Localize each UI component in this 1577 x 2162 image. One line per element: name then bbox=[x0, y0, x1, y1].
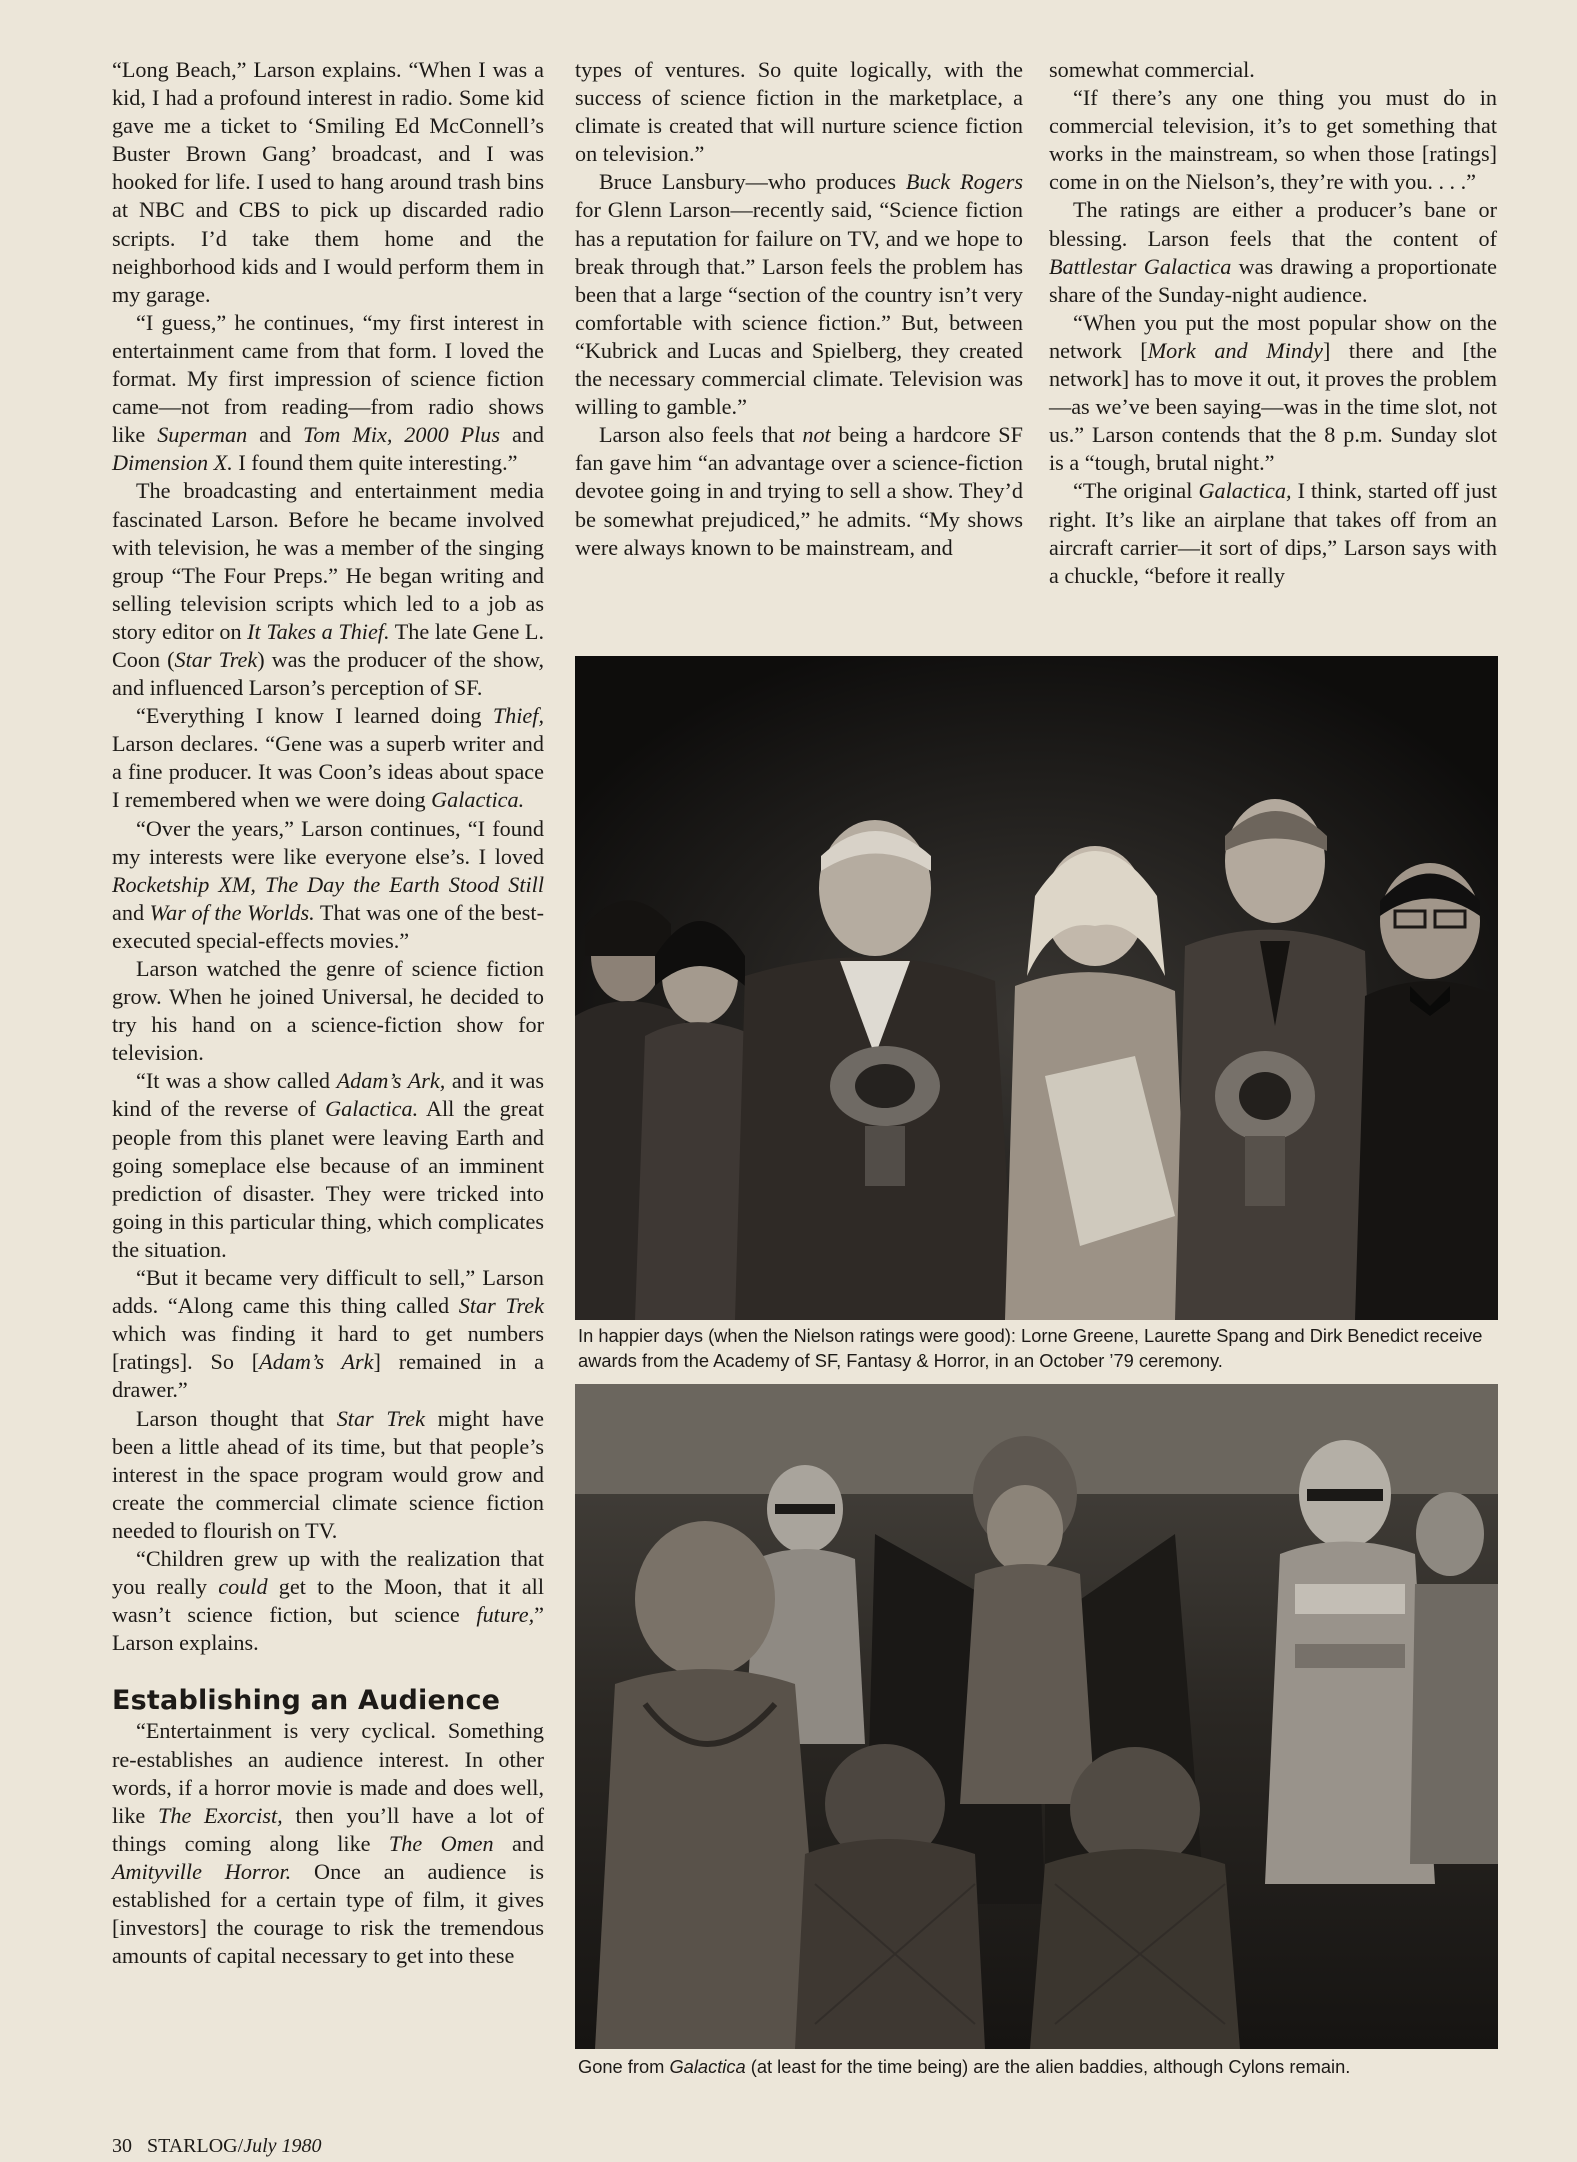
text-run: That was one of the best-executed special-effects movies.” bbox=[112, 899, 544, 953]
text-run: was drawing a proportionate share of the Sunday-night audience. bbox=[1049, 253, 1497, 307]
text-run: “If there’s any one thing you must do in commercial television, it’s to get something that works in the mainstream, so when those [ratings] come in on the Nielson’s, they’re with you. . . .” bbox=[1049, 85, 1497, 195]
text-run: Bruce Lansbury—who produces bbox=[599, 169, 906, 195]
italic-run: The Omen bbox=[388, 1830, 494, 1856]
photo-caption-1: In happier days (when the Nielson ratings were good): Lorne Greene, Laurette Spang and Dirk Benedict receive awards from the Academy of SF, Fantasy & Horror, in an October ’79 ceremony. bbox=[578, 1325, 1483, 1371]
italic-run: Galactica. bbox=[431, 787, 525, 813]
italic-run: Adam’s Ark bbox=[259, 1349, 374, 1375]
text-run: and bbox=[247, 422, 304, 448]
issue-date: July 1980 bbox=[243, 2135, 322, 2157]
paragraph bbox=[1049, 56, 1497, 84]
text-run: “But it became very difficult to sell,” Larson adds. “Along came this thing called bbox=[112, 1265, 544, 1319]
alien-villains-photo bbox=[575, 1384, 1498, 2049]
text-run: The ratings are either a producer’s bane or blessing. Larson feels that the content of bbox=[1049, 197, 1497, 251]
italic-run: It Takes a Thief. bbox=[247, 618, 390, 644]
paragraph bbox=[112, 477, 544, 702]
paragraph bbox=[575, 421, 1023, 561]
italic-run: Rocketship XM, The Day the Earth Stood Still bbox=[112, 871, 544, 897]
paragraph bbox=[112, 815, 544, 955]
paragraph bbox=[575, 168, 1023, 421]
alien-villains-illustration bbox=[575, 1384, 1498, 2049]
text-run: Larson watched the genre of science fiction grow. When he joined Universal, he decided to try his hand on a science-fiction show for television. bbox=[112, 956, 544, 1066]
paragraph bbox=[575, 56, 1023, 168]
text-run: “Entertainment is very cyclical. Something re-establishes an audience interest. In other words, if a horror movie is made and does well, like bbox=[112, 1718, 544, 1828]
paragraph bbox=[1049, 84, 1497, 196]
italic-run: Dimension X. bbox=[112, 450, 233, 476]
awards-ceremony-illustration bbox=[575, 656, 1498, 1320]
text-run: ] remained in a drawer.” bbox=[112, 1349, 544, 1403]
text-run: and it was kind of the reverse of bbox=[112, 1068, 544, 1122]
awards-ceremony-photo bbox=[575, 656, 1498, 1320]
text-run: and bbox=[493, 1830, 544, 1856]
italic-run: Superman bbox=[157, 422, 248, 448]
text-run: Larson declares. “Gene was a superb writer and a fine producer. It was Coon’s ideas about space I remembered when we were doing bbox=[112, 731, 544, 813]
article-column-1 bbox=[112, 56, 544, 1970]
text-run: I found them quite interesting.” bbox=[232, 450, 518, 476]
text-run: “The original bbox=[1073, 478, 1199, 504]
text-run: All the great people from this planet were leaving Earth and going someplace else because of an imminent prediction of disaster. They were tricked into going in this particular thing, which complicates the situation. bbox=[112, 1096, 544, 1262]
text-run: types of ventures. So quite logically, with the success of science fiction in the marketplace, a climate is created that will nurture science fiction on television.” bbox=[575, 57, 1023, 167]
italic-run: Battlestar Galactica bbox=[1049, 253, 1232, 279]
paragraph bbox=[112, 702, 544, 814]
paragraph bbox=[1049, 309, 1497, 478]
text-run: might have been a little ahead of its time, but that people’s interest in the space program would grow and create the commercial climate science fiction needed to flourish on TV. bbox=[112, 1405, 544, 1543]
text-run: “It was a show called bbox=[136, 1068, 337, 1094]
caption-2-end: (at least for the time being) are the alien baddies, although Cylons remain. bbox=[745, 2056, 1351, 2077]
italic-run: The Exorcist, bbox=[158, 1802, 283, 1828]
text-run: ” Larson explains. bbox=[112, 1602, 544, 1656]
text-run: “Long Beach,” Larson explains. “When I was a kid, I had a profound interest in radio. Some kid gave me a ticket to ‘Smiling Ed McConnell’s Buster Brown Gang’ broadcast, and I was hooked for life. I used to hang around trash bins at NBC and CBS to pick up discarded radio scripts. I’d take them home and the neighborhood kids and I would perform them in my garage. bbox=[112, 57, 544, 307]
text-run: somewhat commercial. bbox=[1049, 57, 1255, 82]
paragraph bbox=[112, 56, 544, 309]
section-heading bbox=[112, 1687, 544, 1715]
photo-caption-2 bbox=[578, 2054, 1503, 2079]
paragraph bbox=[1049, 477, 1497, 589]
italic-run: could bbox=[218, 1574, 268, 1600]
italic-run: Galactica, bbox=[1198, 478, 1292, 504]
text-run: and bbox=[112, 899, 150, 925]
text-run: which was finding it hard to get numbers [ratings]. So [ bbox=[112, 1321, 544, 1375]
italic-run: Tom Mix, 2000 Plus bbox=[303, 422, 501, 448]
article-column-2 bbox=[575, 56, 1023, 562]
article-column-3 bbox=[1049, 56, 1497, 590]
italic-run: Adam’s Ark, bbox=[336, 1068, 446, 1094]
page-number: 30 bbox=[112, 2135, 132, 2157]
text-run: The broadcasting and entertainment media fascinated Larson. Before he became involved with television, he was a member of the singing group “The Four Preps.” He began writing and selling television scripts which led to a job as story editor on bbox=[112, 478, 544, 644]
text-run: I think, started off just right. It’s like an airplane that takes off from an aircraft carrier—it sort of dips,” Larson says with a chuckle, “before it really bbox=[1049, 478, 1497, 588]
text-run: get to the Moon, that it all wasn’t science fiction, but science bbox=[112, 1574, 544, 1628]
text-run: Establishing an Audience bbox=[112, 1685, 501, 1717]
italic-run: Buck Rogers bbox=[905, 169, 1023, 195]
paragraph bbox=[112, 309, 544, 478]
italic-run: Galactica. bbox=[325, 1096, 419, 1122]
paragraph bbox=[112, 1545, 544, 1657]
caption-2-start: Gone from bbox=[578, 2056, 670, 2077]
italic-run: Star Trek bbox=[336, 1405, 425, 1431]
italic-run: Mork and Mindy bbox=[1147, 337, 1323, 363]
italic-run: not bbox=[802, 422, 831, 448]
italic-run: Star Trek bbox=[458, 1293, 545, 1319]
paragraph bbox=[112, 955, 544, 1067]
text-run: Once an audience is established for a certain type of film, it gives [investors] the courage to risk the tremendous amounts of capital necessary to get into these bbox=[112, 1858, 545, 1969]
italic-run: Thief, bbox=[492, 703, 544, 729]
italic-run: Amityville Horror. bbox=[112, 1858, 292, 1884]
page-folio bbox=[112, 2135, 322, 2158]
text-run: “When you put the most popular show on the network [ bbox=[1049, 309, 1497, 363]
text-run: “I guess,” he continues, “my first interest in entertainment came from that form. I loved the format. My first impression of science fiction came—not from reading—from radio shows like bbox=[112, 309, 544, 448]
italic-run: Star Trek bbox=[174, 646, 258, 672]
italic-run: War of the Worlds. bbox=[149, 899, 315, 925]
italic-run: future, bbox=[476, 1602, 535, 1628]
text-run: being a hardcore SF fan gave him “an advantage over a science-fiction devotee going in and trying to sell a show. They’d be somewhat prejudiced,” he admits. “My shows were always known to be mainstream, and bbox=[575, 422, 1023, 560]
text-run: “Everything I know I learned doing bbox=[136, 703, 493, 729]
text-run: and bbox=[500, 422, 544, 448]
paragraph bbox=[112, 1717, 544, 1970]
caption-2-title: Galactica bbox=[669, 2056, 746, 2077]
text-run: ] there and [the network] has to move it out, it proves the problem—as we’ve been saying—was in the time slot, not us.” Larson contends that the 8 p.m. Sunday slot is a “tough, brutal night.” bbox=[1049, 337, 1497, 476]
text-run: Larson also feels that bbox=[599, 422, 803, 448]
text-run: ) was the producer of the show, and influenced Larson’s perception of SF. bbox=[112, 646, 545, 701]
text-run: then you’ll have a lot of things coming along like bbox=[112, 1802, 544, 1856]
magazine-name: STARLOG/ bbox=[147, 2135, 244, 2157]
text-run: “Children grew up with the realization that you really bbox=[112, 1545, 544, 1600]
text-run: The late Gene L. Coon ( bbox=[112, 618, 545, 672]
text-run: Larson thought that bbox=[136, 1405, 337, 1431]
text-run: “Over the years,” Larson continues, “I found my interests were like everyone else’s. I loved bbox=[112, 815, 544, 869]
paragraph bbox=[112, 1264, 544, 1404]
paragraph bbox=[112, 1067, 544, 1264]
text-run: for Glenn Larson—recently said, “Science fiction has a reputation for failure on TV, and we hope to break through that.” Larson feels the problem has been that a large “section of the country isn’t very comfortable with science fiction.” But, between “Kubrick and Lucas and Spielberg, they created the necessary commercial climate. Television was willing to gamble.” bbox=[575, 197, 1023, 420]
paragraph bbox=[112, 1405, 544, 1545]
paragraph bbox=[1049, 196, 1497, 308]
